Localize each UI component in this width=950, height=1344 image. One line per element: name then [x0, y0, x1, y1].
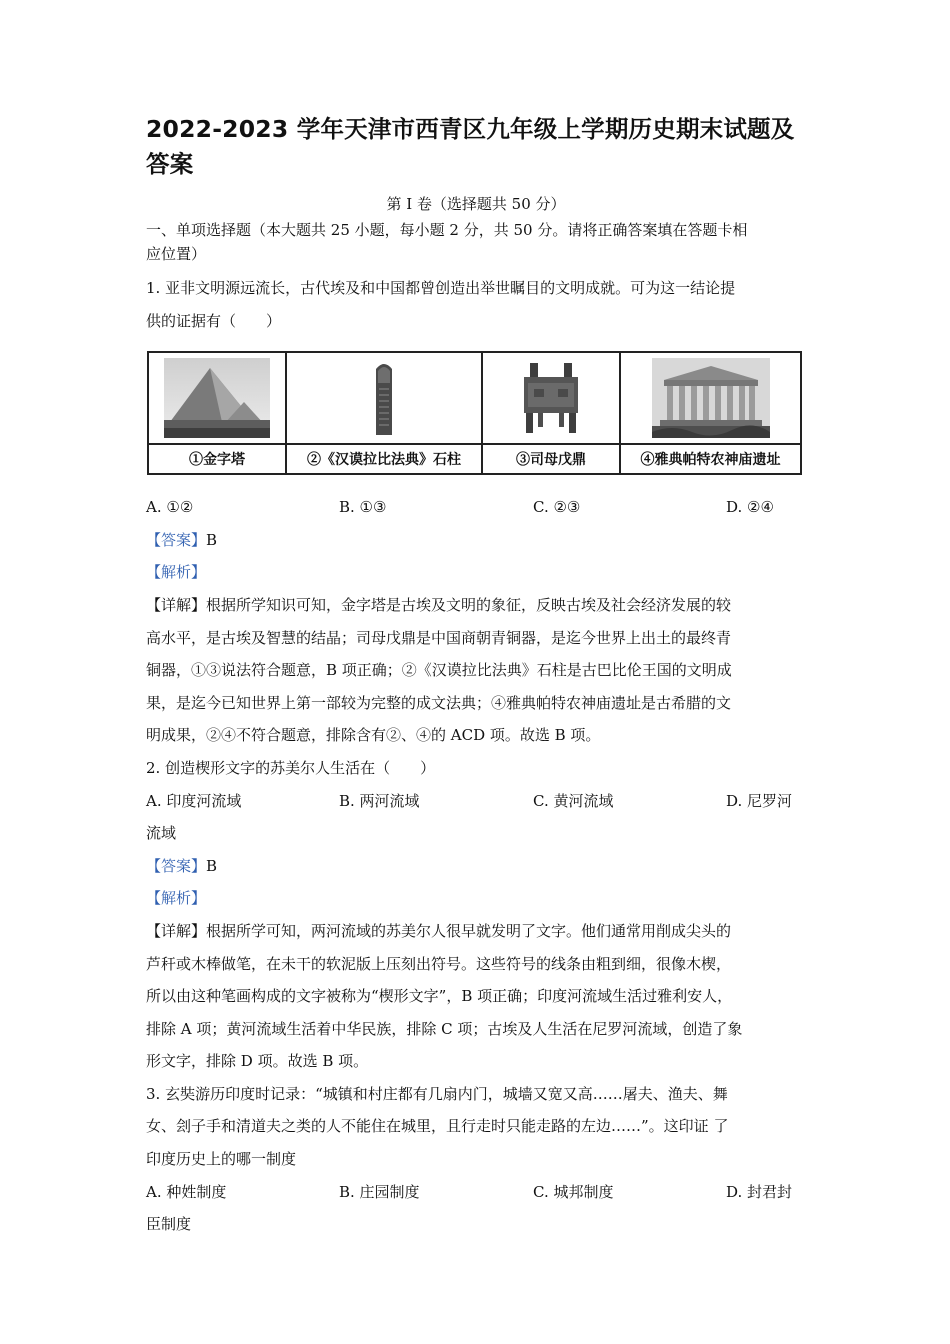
volume-subtitle: 第 I 卷（选择题共 50 分）	[386, 195, 566, 213]
option-d-wrap: 臣制度	[146, 1215, 192, 1234]
stele-photo	[364, 357, 404, 439]
cell-pyramid	[149, 353, 287, 473]
section-heading: 一、单项选择题（本大题共 25 小题，每小题 2 分，共 50 分。请将正确答案填在答题卡相 应位置）	[146, 221, 748, 263]
question-3-stem: 3. 玄奘游历印度时记录：“城镇和村庄都有几扇内门，城墙又宽又高……屠夫、渔夫、舞 女、刽子手和清道夫之类的人不能住在城里，且行走时只能走路的左边……”。这印证 了 印度历史上的哪一制度	[146, 1084, 729, 1169]
q1-image-table	[147, 351, 802, 475]
option-d-wrap: 流域	[146, 824, 177, 843]
question-2-stem: 2. 创造楔形文字的苏美尔人生活在（ ）	[146, 758, 436, 777]
option-a[interactable]: A. ①②	[146, 498, 194, 517]
parthenon-photo	[652, 358, 770, 438]
document-page	[146, 112, 806, 1241]
option-b[interactable]: B. ①③	[339, 498, 387, 517]
option-a[interactable]: A. 印度河流域	[146, 791, 242, 810]
option-b[interactable]: B. 庄园制度	[339, 1182, 420, 1201]
caption-stele: ②《汉谟拉比法典》石柱	[307, 452, 461, 469]
pyramid-photo	[164, 358, 270, 438]
cell-parthenon	[621, 353, 800, 473]
question-2-answer: 【答案】B	[146, 856, 218, 875]
option-b[interactable]: B. 两河流域	[339, 791, 420, 810]
cell-ding	[483, 353, 621, 473]
option-d[interactable]: D. ②④	[726, 498, 774, 517]
question-3-options	[146, 1176, 806, 1209]
option-c[interactable]: C. 黄河流域	[533, 791, 614, 810]
question-2-detail: 【详解】根据所学可知，两河流域的苏美尔人很早就发明了文字。他们通常用削成尖头的 芦秆或木棒做笔，在未干的软泥版上压刻出符号。这些符号的线条由粗到细，很像木楔， 所以由这种笔画构成的文字被称为“楔形文字”，B 项正确；印度河流域生活过雅利安人， 排除 A 项；黄河流域生活着中华民族，排除 C 项；古埃及人生活在尼罗河流域，创造了象 形文字，排除 D 项。故选 B 项。	[146, 921, 743, 1071]
caption-pyramid: ①金字塔	[189, 452, 245, 469]
cell-stele	[287, 353, 483, 473]
question-1-detail: 【详解】根据所学知识可知，金字塔是古埃及文明的象征，反映古埃及社会经济发展的较 高水平，是古埃及智慧的结晶；司母戊鼎是中国商朝青铜器，是迄今世界上出土的最终青 铜器，①③说法符合题意，B 项正确；②《汉谟拉比法典》石柱是古巴比伦王国的文明成 果，是迄今已知世界上第一部较为完整的成文法典；④雅典帕特农神庙遗址是古希腊的文 明成果，②④不符合题意，排除含有②、④的 ACD 项。故选 B 项。	[146, 595, 732, 745]
question-1-analysis-label: 【解析】	[146, 563, 207, 582]
question-1-stem: 1. 亚非文明源远流长，古代埃及和中国都曾创造出举世瞩目的文明成就。可为这一结论提 供的证据有（ ）	[146, 279, 736, 330]
question-1-answer: 【答案】B	[146, 530, 218, 549]
question-2-analysis-label: 【解析】	[146, 889, 207, 908]
ding-photo	[516, 359, 586, 437]
option-d[interactable]: D. 封君封	[726, 1182, 793, 1201]
option-d[interactable]: D. 尼罗河	[726, 791, 793, 810]
caption-parthenon: ④雅典帕特农神庙遗址	[640, 452, 781, 469]
option-a[interactable]: A. 种姓制度	[146, 1182, 227, 1201]
question-2-options	[146, 785, 806, 818]
question-1-options	[146, 491, 806, 524]
document-title: 2022-2023 学年天津市西青区九年级上学期历史期末试题及 答案	[146, 115, 795, 178]
option-c[interactable]: C. ②③	[533, 498, 581, 517]
option-c[interactable]: C. 城邦制度	[533, 1182, 614, 1201]
caption-ding: ③司母戊鼎	[516, 452, 586, 469]
